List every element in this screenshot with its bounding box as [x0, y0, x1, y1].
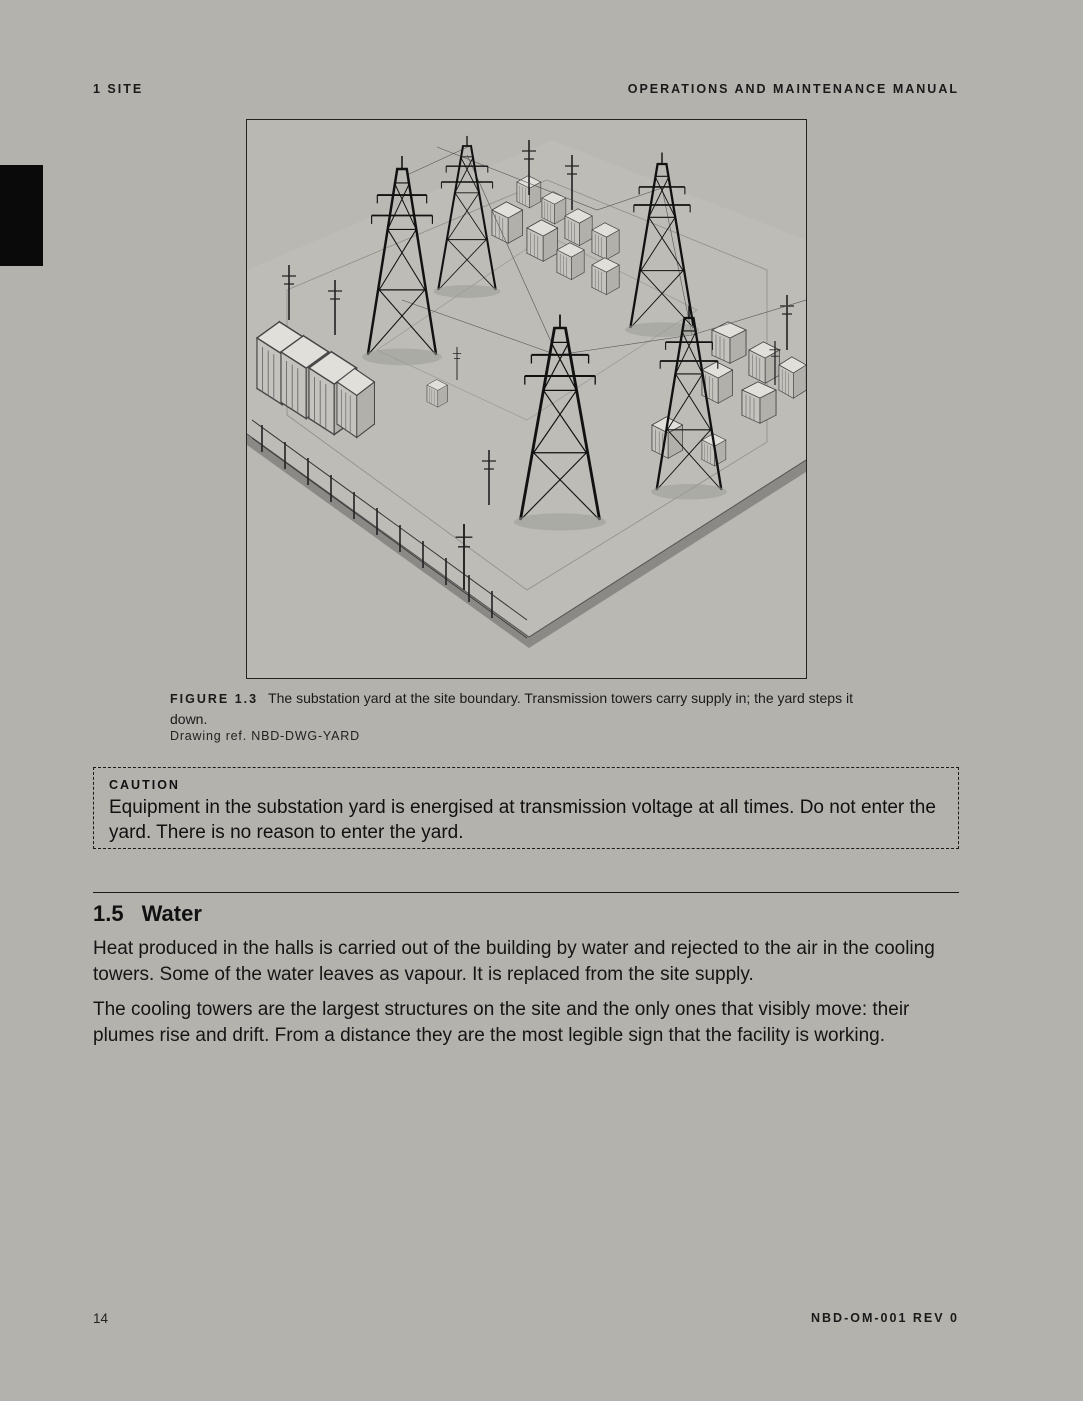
caution-text: Equipment in the substation yard is energised at transmission voltage at all times. Do not enter the yard. There is no reason to enter the yard. [109, 797, 936, 843]
figure-caption-text: The substation yard at the site boundary. Transmission towers carry supply in; the yard steps it down. [170, 690, 853, 727]
figure-caption [170, 688, 870, 729]
drawing-reference: Drawing ref. NBD-DWG-YARD [170, 729, 360, 743]
body-paragraph: The cooling towers are the largest structures on the site and the only ones that visibly move: their plumes rise and drift. From a distance they are the most legible sign that the facility is working. [93, 999, 910, 1046]
body-paragraph: Heat produced in the halls is carried out of the building by water and rejected to the air in the cooling towers. Some of the water leaves as vapour. It is replaced from the site supply. [93, 938, 935, 985]
page-number: 14 [93, 1311, 109, 1326]
section-title: Water [141, 901, 202, 926]
caution-label: CAUTION [109, 778, 180, 792]
section-number: 1.5 [93, 901, 124, 926]
figure-label: FIGURE 1.3 [170, 692, 259, 706]
running-head-chapter: 1 SITE [93, 82, 144, 96]
chapter-thumb-tab [0, 165, 43, 266]
section-divider [93, 892, 959, 893]
substation-yard-drawing [246, 119, 807, 679]
caution-box [93, 767, 959, 849]
running-head-title: OPERATIONS AND MAINTENANCE MANUAL [627, 82, 959, 96]
section-heading [93, 900, 202, 928]
document-id: NBD-OM-001 REV 0 [811, 1311, 959, 1325]
